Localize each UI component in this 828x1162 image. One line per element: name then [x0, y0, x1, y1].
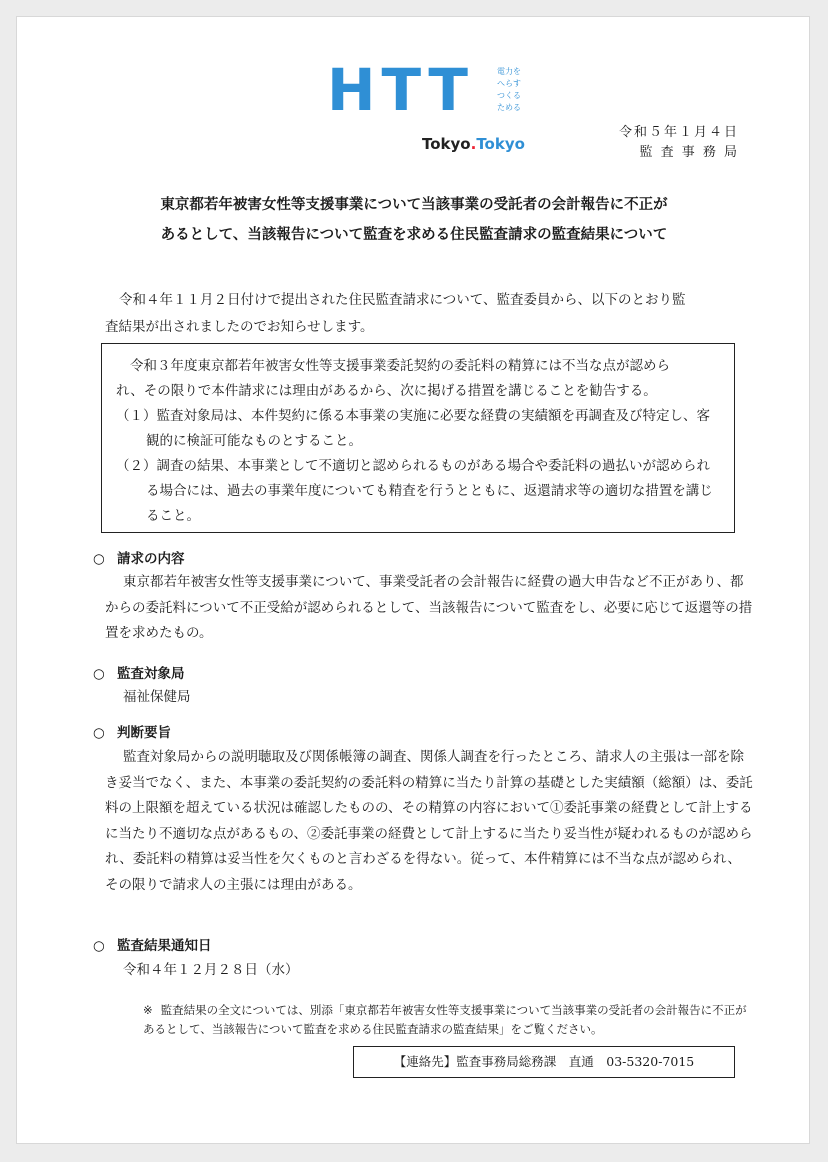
- bullet-circle-icon: ○: [93, 938, 105, 954]
- intro-paragraph: [105, 287, 749, 341]
- document-title: [77, 190, 751, 250]
- section-judgment-heading: [93, 721, 171, 741]
- tokyo-tokyo-logo: Tokyo.Tokyo: [422, 135, 525, 153]
- bullet-circle-icon: ○: [93, 551, 105, 567]
- section-request-title: 請求の内容: [117, 551, 185, 567]
- footnote: [143, 1001, 751, 1039]
- footnote-text: 監査結果の全文については、別添「東京都若年被害女性等支援事業について当該事業の受託者の会計報告に不正があるとして、当該報告について監査を求める住民監査請求の監査結果」をご覧ください。: [143, 1003, 747, 1036]
- bullet-circle-icon: ○: [93, 666, 105, 682]
- title-line-1: 東京都若年被害女性等支援事業について当該事業の受託者の会計報告に不正が: [160, 197, 668, 213]
- section-notice-body: 令和４年１２月２８日（水）: [123, 962, 299, 978]
- recommendation-item-1: （１）監査対象局は、本件契約に係る本事業の実施に必要な経費の実績額を再調査及び特定し、客観的に検証可能なものとすること。: [116, 408, 710, 449]
- recommendation-item-2: （２）調査の結果、本事業として不適切と認められるものがある場合や委託料の過払いが認められる場合には、過去の事業年度についても精査を行うとともに、返還請求等の適切な措置を講じること。: [116, 458, 713, 524]
- intro-line-2: 査結果が出されましたのでお知らせします。: [105, 319, 374, 335]
- logo-tagline-4: ためる: [497, 103, 521, 112]
- logo-brand-a: Tokyo: [422, 135, 471, 153]
- recommendation-line-1: 令和３年度東京都若年被害女性等支援事業委託契約の委託料の精算には不当な点が認めら: [130, 358, 670, 374]
- section-judgment-title: 判断要旨: [117, 725, 171, 741]
- recommendation-line-2: れ、その限りで本件請求には理由があるから、次に掲げる措置を講じることを勧告する。: [116, 383, 657, 399]
- issue-date: 令和５年１月４日: [618, 125, 739, 140]
- recommendation-box: [101, 343, 735, 533]
- intro-line-1: 令和４年１１月２日付けで提出された住民監査請求について、監査委員から、以下のとおり監: [119, 292, 686, 308]
- htt-logo-text: HTT: [327, 56, 474, 124]
- section-target-title: 監査対象局: [117, 666, 185, 682]
- section-target-body: 福祉保健局: [123, 689, 191, 705]
- bullet-circle-icon: ○: [93, 725, 105, 741]
- logo-tagline-3: つくる: [497, 91, 521, 100]
- section-judgment-body: 監査対象局からの説明聴取及び関係帳簿の調査、関係人調査を行ったところ、請求人の主張は一部を除き妥当でなく、また、本事業の委託契約の委託料の精算に当たり計算の基礎とした実績額（総額）は、委託料の上限額を超えている状況は確認したものの、その精算の内容において①委託事業の経費として計上するに当たり不適切な点があるもの、②委託事業の経費として計上するに当たり妥当性が疑われるものが認められ、委託料の精算は妥当性を欠くものと言わざるを得ない。従って、本件精算には不当な点が認められ、その限りで請求人の主張には理由がある。: [105, 749, 753, 893]
- section-notice-heading: [93, 934, 212, 954]
- title-line-2: あるとして、当該報告について監査を求める住民監査請求の監査結果について: [160, 227, 668, 243]
- logo-brand-b: Tokyo: [476, 135, 525, 153]
- logo-tagline-2: へらす: [497, 79, 521, 88]
- htt-logo: [327, 56, 557, 171]
- contact-box: 【連絡先】監査事務局総務課 直通 03-5320-7015: [353, 1046, 735, 1078]
- section-request-body: 東京都若年被害女性等支援事業について、事業受託者の会計報告に経費の過大申告など不正があり、都からの委託料について不正受給が認められるとして、当該報告について監査をし、必要に応じて返還等の措置を求めたもの。: [105, 574, 753, 641]
- section-notice-title: 監査結果通知日: [117, 938, 212, 954]
- section-request-heading: [93, 547, 185, 567]
- section-target-heading: [93, 662, 185, 682]
- logo-tagline-1: 電力を: [497, 67, 521, 76]
- header-meta: [619, 123, 739, 163]
- issuing-office: 監 査 事 務 局: [639, 145, 739, 160]
- document-page: [16, 16, 810, 1144]
- footnote-mark: ※: [143, 1003, 153, 1017]
